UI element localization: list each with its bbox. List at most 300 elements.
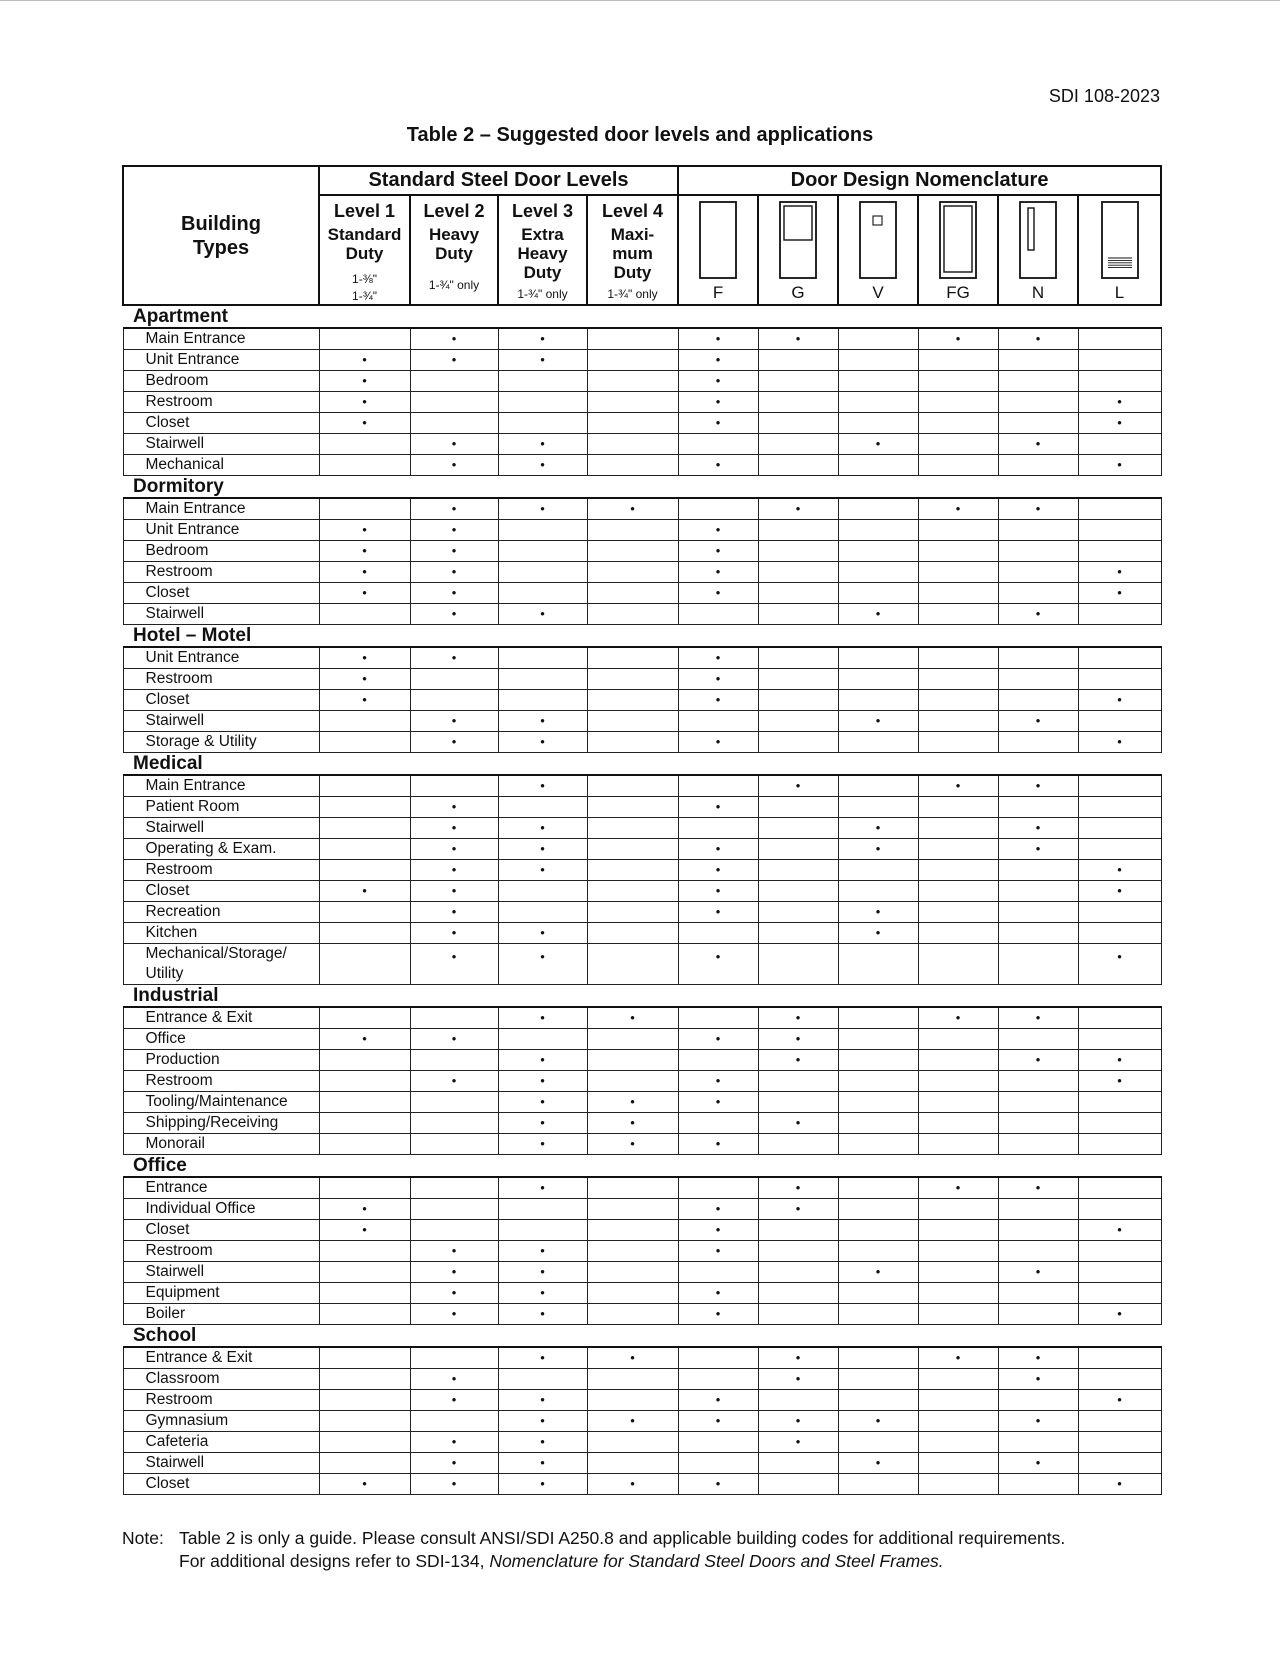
table-cell — [587, 350, 678, 371]
table-cell — [918, 371, 998, 392]
bullet-mark: • — [451, 883, 457, 898]
design-code: FG — [946, 283, 970, 302]
table-cell — [838, 732, 918, 753]
table-row — [123, 1411, 1161, 1432]
table-cell — [587, 1432, 678, 1453]
bullet-mark: • — [875, 820, 881, 835]
level-thickness: 1-⅜" — [352, 272, 377, 286]
table-cell — [758, 583, 838, 604]
note-line-2 — [122, 1550, 1182, 1573]
table-cell — [319, 944, 410, 985]
table-cell — [758, 923, 838, 944]
level-2-header — [410, 195, 498, 305]
bullet-mark: • — [715, 522, 721, 537]
bullet-mark: • — [795, 1434, 801, 1449]
table-cell — [758, 1177, 838, 1199]
bullet-mark: • — [540, 352, 545, 367]
table-cell — [1078, 520, 1161, 541]
table-cell — [587, 604, 678, 625]
level-description-line: Duty — [613, 263, 652, 282]
bullet-mark: • — [451, 841, 457, 856]
table-cell — [410, 1071, 498, 1092]
row-label: Entrance & Exit — [123, 1347, 319, 1369]
table-cell — [410, 902, 498, 923]
table-row — [123, 604, 1161, 625]
table-cell — [319, 1007, 410, 1029]
table-cell — [678, 1304, 758, 1325]
table-cell — [918, 839, 998, 860]
bullet-mark: • — [630, 1115, 635, 1130]
bullet-mark: • — [715, 1476, 721, 1491]
table-cell — [918, 944, 998, 985]
bullet-mark: • — [795, 1413, 801, 1428]
door-g-icon — [778, 200, 818, 280]
table-cell — [498, 1411, 587, 1432]
row-label: Gymnasium — [123, 1411, 319, 1432]
table-cell — [758, 1283, 838, 1304]
table-cell — [587, 1347, 678, 1369]
table-cell — [838, 923, 918, 944]
row-label: Main Entrance — [123, 775, 319, 797]
table-cell — [498, 669, 587, 690]
level-description — [411, 225, 497, 263]
table-cell — [1078, 1220, 1161, 1241]
table-cell — [758, 1474, 838, 1495]
table-cell — [498, 1432, 587, 1453]
table-cell — [319, 669, 410, 690]
table-cell — [410, 392, 498, 413]
section-header-row — [123, 476, 1161, 499]
level-name: Level 2 — [423, 201, 485, 221]
table-cell — [319, 881, 410, 902]
bullet-mark: • — [451, 925, 457, 940]
level-description — [499, 225, 586, 282]
table-cell — [918, 1071, 998, 1092]
table-cell — [998, 1092, 1078, 1113]
table-cell — [498, 1134, 587, 1155]
bullet-mark: • — [540, 820, 545, 835]
table-cell — [678, 392, 758, 413]
table-cell — [410, 520, 498, 541]
table-cell — [587, 1113, 678, 1134]
table-cell — [678, 881, 758, 902]
bullet-mark: • — [715, 692, 721, 707]
bullet-mark: • — [1035, 1455, 1041, 1470]
bullet-mark: • — [715, 734, 721, 749]
table-cell — [319, 775, 410, 797]
table-cell — [1078, 1390, 1161, 1411]
table-cell — [758, 902, 838, 923]
table-cell — [918, 732, 998, 753]
table-cell — [410, 1220, 498, 1241]
table-cell — [410, 1304, 498, 1325]
table-cell — [587, 647, 678, 669]
table-cell — [678, 711, 758, 732]
table-cell — [758, 1411, 838, 1432]
table-cell — [918, 520, 998, 541]
table-cell — [838, 541, 918, 562]
table-cell — [498, 1029, 587, 1050]
table-row — [123, 392, 1161, 413]
table-cell — [1078, 583, 1161, 604]
table-cell — [838, 1432, 918, 1453]
table-cell — [1078, 881, 1161, 902]
row-label: Cafeteria — [123, 1432, 319, 1453]
table-cell — [918, 583, 998, 604]
bullet-mark: • — [795, 1350, 801, 1365]
table-cell — [498, 923, 587, 944]
bullet-mark: • — [795, 1201, 801, 1216]
table-cell — [1078, 669, 1161, 690]
table-cell — [758, 1453, 838, 1474]
bullet-mark: • — [875, 713, 881, 728]
table-row — [123, 1071, 1161, 1092]
bullet-mark: • — [540, 606, 545, 621]
bullet-mark: • — [1117, 862, 1122, 877]
table-cell — [758, 1220, 838, 1241]
bullet-mark: • — [362, 1201, 367, 1216]
table-cell — [587, 1007, 678, 1029]
table-cell — [998, 1029, 1078, 1050]
table-row — [123, 732, 1161, 753]
bullet-mark: • — [362, 394, 367, 409]
bullet-mark: • — [362, 1031, 367, 1046]
bullet-mark: • — [795, 1010, 801, 1025]
bullet-mark: • — [875, 925, 881, 940]
table-cell — [758, 392, 838, 413]
row-label: Individual Office — [123, 1199, 319, 1220]
bullet-mark: • — [1117, 394, 1122, 409]
table-cell — [678, 1411, 758, 1432]
table-cell — [838, 1411, 918, 1432]
table-cell — [918, 1411, 998, 1432]
bullet-mark: • — [715, 373, 721, 388]
bullet-mark: • — [1035, 820, 1041, 835]
section-header-row — [123, 1325, 1161, 1348]
table-cell — [319, 839, 410, 860]
row-label: Mechanical — [123, 455, 319, 476]
table-cell — [758, 1304, 838, 1325]
table-cell — [1078, 1347, 1161, 1369]
table-cell — [918, 413, 998, 434]
table-cell — [758, 328, 838, 350]
table-row — [123, 1474, 1161, 1495]
level-description-line: Extra — [521, 225, 564, 244]
bullet-mark: • — [955, 778, 961, 793]
table-cell — [319, 604, 410, 625]
table-cell — [998, 1474, 1078, 1495]
table-cell — [498, 434, 587, 455]
table-cell — [1078, 1369, 1161, 1390]
table-cell — [678, 923, 758, 944]
table-cell — [678, 797, 758, 818]
table-cell — [998, 732, 1078, 753]
table-cell — [758, 434, 838, 455]
table-cell — [1078, 860, 1161, 881]
bullet-mark: • — [1035, 501, 1041, 516]
table-cell — [498, 1304, 587, 1325]
bullet-mark: • — [540, 1413, 545, 1428]
bullet-mark: • — [451, 650, 457, 665]
table-cell — [410, 328, 498, 350]
bullet-mark: • — [540, 1136, 545, 1151]
table-cell — [998, 392, 1078, 413]
bullet-mark: • — [540, 925, 545, 940]
row-label: Storage & Utility — [123, 732, 319, 753]
table-cell — [498, 1050, 587, 1071]
table-cell — [758, 498, 838, 520]
bullet-mark: • — [715, 1031, 721, 1046]
row-label: Restroom — [123, 860, 319, 881]
bullet-mark: • — [795, 1115, 801, 1130]
table-cell — [319, 1432, 410, 1453]
table-cell — [758, 732, 838, 753]
bullet-mark: • — [1035, 713, 1041, 728]
bullet-mark: • — [715, 331, 721, 346]
table-cell — [998, 1283, 1078, 1304]
table-cell — [998, 1390, 1078, 1411]
building-types-label: Building Types — [181, 212, 261, 259]
table-cell — [319, 1304, 410, 1325]
table-cell — [678, 1369, 758, 1390]
table-cell — [998, 1134, 1078, 1155]
row-label: Operating & Exam. — [123, 839, 319, 860]
bullet-mark: • — [540, 501, 545, 516]
table-row — [123, 775, 1161, 797]
door-fg-icon — [938, 200, 978, 280]
table-cell — [998, 1241, 1078, 1262]
table-cell — [319, 1369, 410, 1390]
table-cell — [838, 1029, 918, 1050]
table-cell — [838, 1092, 918, 1113]
table-cell — [410, 1134, 498, 1155]
table-cell — [587, 541, 678, 562]
table-cell — [838, 775, 918, 797]
table-cell — [998, 434, 1078, 455]
table-cell — [498, 1220, 587, 1241]
table-cell — [410, 604, 498, 625]
table-cell — [678, 350, 758, 371]
table-cell — [758, 1029, 838, 1050]
table-cell — [758, 371, 838, 392]
bullet-mark: • — [362, 883, 367, 898]
bullet-mark: • — [1117, 949, 1122, 964]
table-cell — [758, 1092, 838, 1113]
table-cell — [498, 839, 587, 860]
row-label: Tooling/Maintenance — [123, 1092, 319, 1113]
table-cell — [838, 1453, 918, 1474]
bullet-mark: • — [715, 1285, 721, 1300]
table-cell — [587, 1092, 678, 1113]
bullet-mark: • — [451, 799, 457, 814]
bullet-mark: • — [540, 841, 545, 856]
table-cell — [918, 1007, 998, 1029]
table-cell — [1078, 1134, 1161, 1155]
table-cell — [678, 455, 758, 476]
table-cell — [678, 520, 758, 541]
table-cell — [838, 562, 918, 583]
section-title: School — [133, 1325, 197, 1346]
row-label: Entrance — [123, 1177, 319, 1199]
bullet-mark: • — [630, 1136, 635, 1151]
table-cell — [498, 1007, 587, 1029]
table-cell — [498, 392, 587, 413]
table-row — [123, 371, 1161, 392]
table-cell — [319, 1199, 410, 1220]
bullet-mark: • — [630, 1010, 635, 1025]
table-cell — [319, 392, 410, 413]
section-title: Medical — [133, 753, 203, 774]
bullet-mark: • — [715, 904, 721, 919]
table-cell — [758, 839, 838, 860]
table-cell — [678, 413, 758, 434]
table-cell — [587, 455, 678, 476]
table-cell — [838, 1071, 918, 1092]
bullet-mark: • — [362, 543, 367, 558]
table-cell — [998, 690, 1078, 711]
bullet-mark: • — [1117, 692, 1122, 707]
table-cell — [758, 1369, 838, 1390]
bullet-mark: • — [451, 1434, 457, 1449]
table-cell — [587, 1390, 678, 1411]
table-cell — [410, 1453, 498, 1474]
bullet-mark: • — [1117, 1476, 1122, 1491]
table-cell — [587, 1453, 678, 1474]
bullet-mark: • — [540, 1115, 545, 1130]
table-cell — [410, 413, 498, 434]
table-cell — [498, 1199, 587, 1220]
table-cell — [319, 1220, 410, 1241]
row-label: Main Entrance — [123, 328, 319, 350]
row-label: Restroom — [123, 1390, 319, 1411]
table-row — [123, 818, 1161, 839]
table-cell — [838, 1220, 918, 1241]
table-cell — [410, 732, 498, 753]
table-cell — [587, 1134, 678, 1155]
table-cell — [319, 1071, 410, 1092]
level-thickness: 1-¾" only — [607, 287, 658, 301]
bullet-mark: • — [451, 904, 457, 919]
table-cell — [410, 434, 498, 455]
row-label: Mechanical/Storage/ Utility — [123, 944, 319, 985]
bullet-mark: • — [540, 1455, 545, 1470]
bullet-mark: • — [715, 543, 721, 558]
table-cell — [918, 860, 998, 881]
level-3-header — [498, 195, 587, 305]
row-label: Bedroom — [123, 371, 319, 392]
section-header-row — [123, 985, 1161, 1008]
table-cell — [319, 902, 410, 923]
level-thickness: 1-¾" — [352, 289, 377, 303]
row-label: Main Entrance — [123, 498, 319, 520]
table-cell — [1078, 775, 1161, 797]
table-cell — [587, 1474, 678, 1495]
table-cell — [838, 392, 918, 413]
bullet-mark: • — [451, 1243, 457, 1258]
table-cell — [918, 711, 998, 732]
row-label: Boiler — [123, 1304, 319, 1325]
table-cell — [918, 881, 998, 902]
table-cell — [678, 1262, 758, 1283]
table-cell — [498, 1092, 587, 1113]
table-cell — [410, 1283, 498, 1304]
bullet-mark: • — [795, 1371, 801, 1386]
table-cell — [587, 1369, 678, 1390]
bullet-mark: • — [715, 1243, 721, 1258]
table-cell — [758, 1007, 838, 1029]
bullet-mark: • — [715, 671, 721, 686]
design-group-header: Door Design Nomenclature — [678, 166, 1161, 195]
levels-group-header: Standard Steel Door Levels — [319, 166, 678, 195]
table-cell — [918, 1390, 998, 1411]
table-cell — [998, 902, 1078, 923]
bullet-mark: • — [540, 1350, 545, 1365]
table-cell — [410, 923, 498, 944]
table-cell — [319, 797, 410, 818]
level-name: Level 4 — [601, 201, 664, 221]
note-line-2-text: For additional designs refer to SDI-134, — [179, 1551, 490, 1571]
door-l-icon — [1100, 200, 1140, 280]
row-label: Closet — [123, 583, 319, 604]
row-label: Classroom — [123, 1369, 319, 1390]
table-cell — [498, 647, 587, 669]
bullet-mark: • — [451, 564, 457, 579]
bullet-mark: • — [451, 1285, 457, 1300]
level-description-line: Heavy — [517, 244, 568, 263]
table-cell — [758, 1262, 838, 1283]
bullet-mark: • — [451, 331, 457, 346]
table-cell — [998, 520, 1078, 541]
bullet-mark: • — [1035, 331, 1041, 346]
table-cell — [838, 1474, 918, 1495]
table-cell — [1078, 498, 1161, 520]
bullet-mark: • — [451, 1264, 457, 1279]
table-cell — [838, 1241, 918, 1262]
table-cell — [319, 690, 410, 711]
bullet-mark: • — [1035, 436, 1041, 451]
table-cell — [410, 1199, 498, 1220]
table-cell — [918, 690, 998, 711]
row-label: Production — [123, 1050, 319, 1071]
bullet-mark: • — [1035, 1010, 1041, 1025]
section-header-row — [123, 305, 1161, 328]
bullet-mark: • — [955, 501, 961, 516]
table-cell — [498, 1071, 587, 1092]
table-cell — [918, 1092, 998, 1113]
table-cell — [918, 1262, 998, 1283]
table-cell — [918, 1029, 998, 1050]
table-row — [123, 1241, 1161, 1262]
table-cell — [410, 881, 498, 902]
table-cell — [998, 797, 1078, 818]
table-cell — [998, 818, 1078, 839]
table-cell — [1078, 604, 1161, 625]
table-cell — [587, 413, 678, 434]
table-cell — [587, 1199, 678, 1220]
table-cell — [587, 371, 678, 392]
table-row — [123, 455, 1161, 476]
table-cell — [587, 1411, 678, 1432]
table-cell — [998, 881, 1078, 902]
table-cell — [498, 881, 587, 902]
door-n-icon — [1018, 200, 1058, 280]
row-label: Restroom — [123, 562, 319, 583]
table-cell — [758, 647, 838, 669]
section-header-row — [123, 625, 1161, 648]
table-cell — [918, 498, 998, 520]
bullet-mark: • — [1117, 883, 1122, 898]
table-cell — [918, 541, 998, 562]
